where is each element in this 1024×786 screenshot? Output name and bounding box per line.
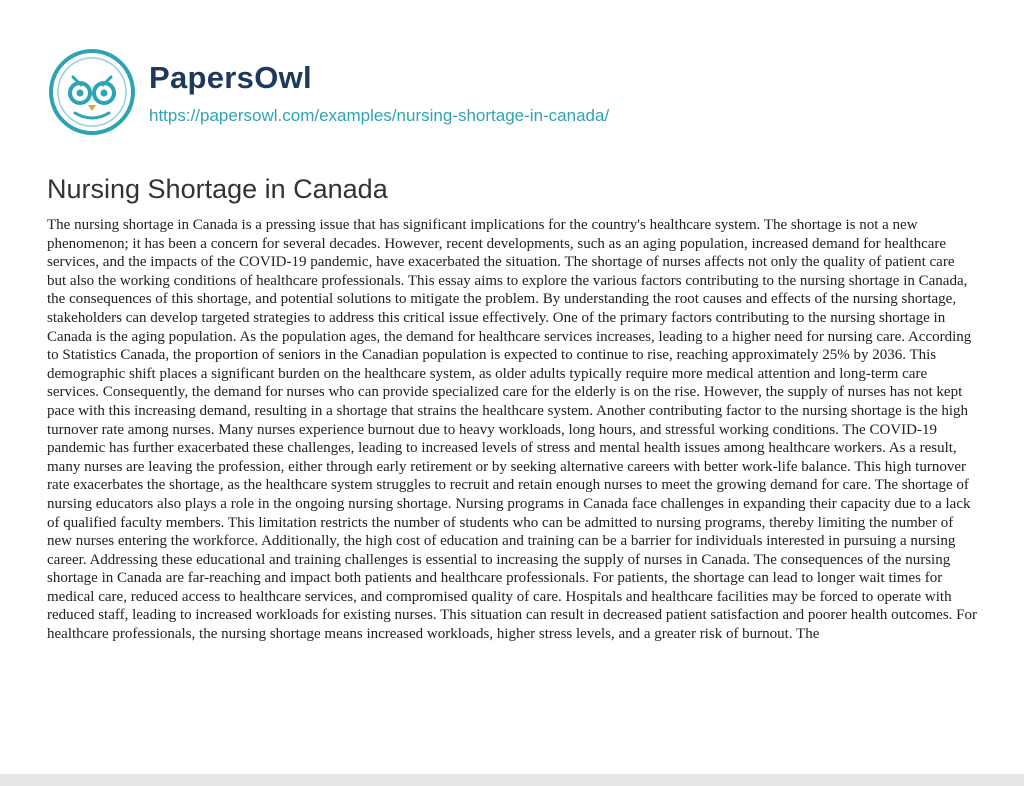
- brand-name[interactable]: PapersOwl: [149, 60, 312, 95]
- source-url-link[interactable]: https://papersowl.com/examples/nursing-shortage-in-canada/: [149, 106, 610, 125]
- essay-body: The nursing shortage in Canada is a pressing issue that has significant implications for the country's healthcare system. The shortage is not a new phenomenon; it has been a concern for several decades. However, recent developments, such as an aging population, increased demand for healthcare services, and the impacts of the COVID-19 pandemic, have exacerbated the situation. The shortage of nurses affects not only the quality of patient care but also the working conditions of healthcare professionals. This essay aims to explore the various factors contributing to the nursing shortage in Canada, the consequences of this shortage, and potential solutions to mitigate the problem. By understanding the root causes and effects of the nursing shortage, stakeholders can develop targeted strategies to address this critical issue effectively. One of the primary factors contributing to the nursing shortage in Canada is the aging population. As the population ages, the demand for healthcare services increases, leading to a higher need for nursing care. According to Statistics Canada, the proportion of seniors in the Canadian population is expected to continue to rise, reaching approximately 25% by 2036. This demographic shift places a significant burden on the healthcare system, as older adults typically require more medical attention and long-term care services. Consequently, the demand for nurses who can provide specialized care for the elderly is on the rise. However, the supply of nurses has not kept pace with this increasing demand, resulting in a shortage that strains the healthcare system. Another contributing factor to the nursing shortage is the high turnover rate among nurses. Many nurses experience burnout due to heavy workloads, long hours, and stressful working conditions. The COVID-19 pandemic has further exacerbated these challenges, leading to increased levels of stress and mental health issues among healthcare workers. As a result, many nurses are leaving the profession, either through early retirement or by seeking alternative careers with better work-life balance. This high turnover rate exacerbates the shortage, as the healthcare system struggles to recruit and retain enough nurses to meet the growing demand for care. The shortage of nursing educators also plays a role in the ongoing nursing shortage. Nursing programs in Canada face challenges in expanding their capacity due to a lack of qualified faculty members. This limitation restricts the number of students who can be admitted to nursing programs, thereby limiting the number of new nurses entering the workforce. Additionally, the high cost of education and training can be a barrier for individuals interested in pursuing a nursing career. Addressing these educational and training challenges is essential to increasing the supply of nurses in Canada. The consequences of the nursing shortage in Canada are far-reaching and impact both patients and healthcare professionals. For patients, the shortage can lead to longer wait times for medical care, reduced access to healthcare services, and compromised quality of care. Hospitals and healthcare facilities may be forced to operate with reduced staff, leading to increased workloads for existing nurses. This situation can result in decreased patient satisfaction and poorer health outcomes. For healthcare professionals, the nursing shortage means increased workloads, higher stress levels, and a greater risk of burnout. The: [47, 217, 978, 643]
- papersowl-logo-icon[interactable]: [47, 47, 137, 137]
- essay-title: Nursing Shortage in Canada: [47, 174, 388, 204]
- brand-block: [149, 60, 609, 126]
- site-header: [47, 52, 609, 142]
